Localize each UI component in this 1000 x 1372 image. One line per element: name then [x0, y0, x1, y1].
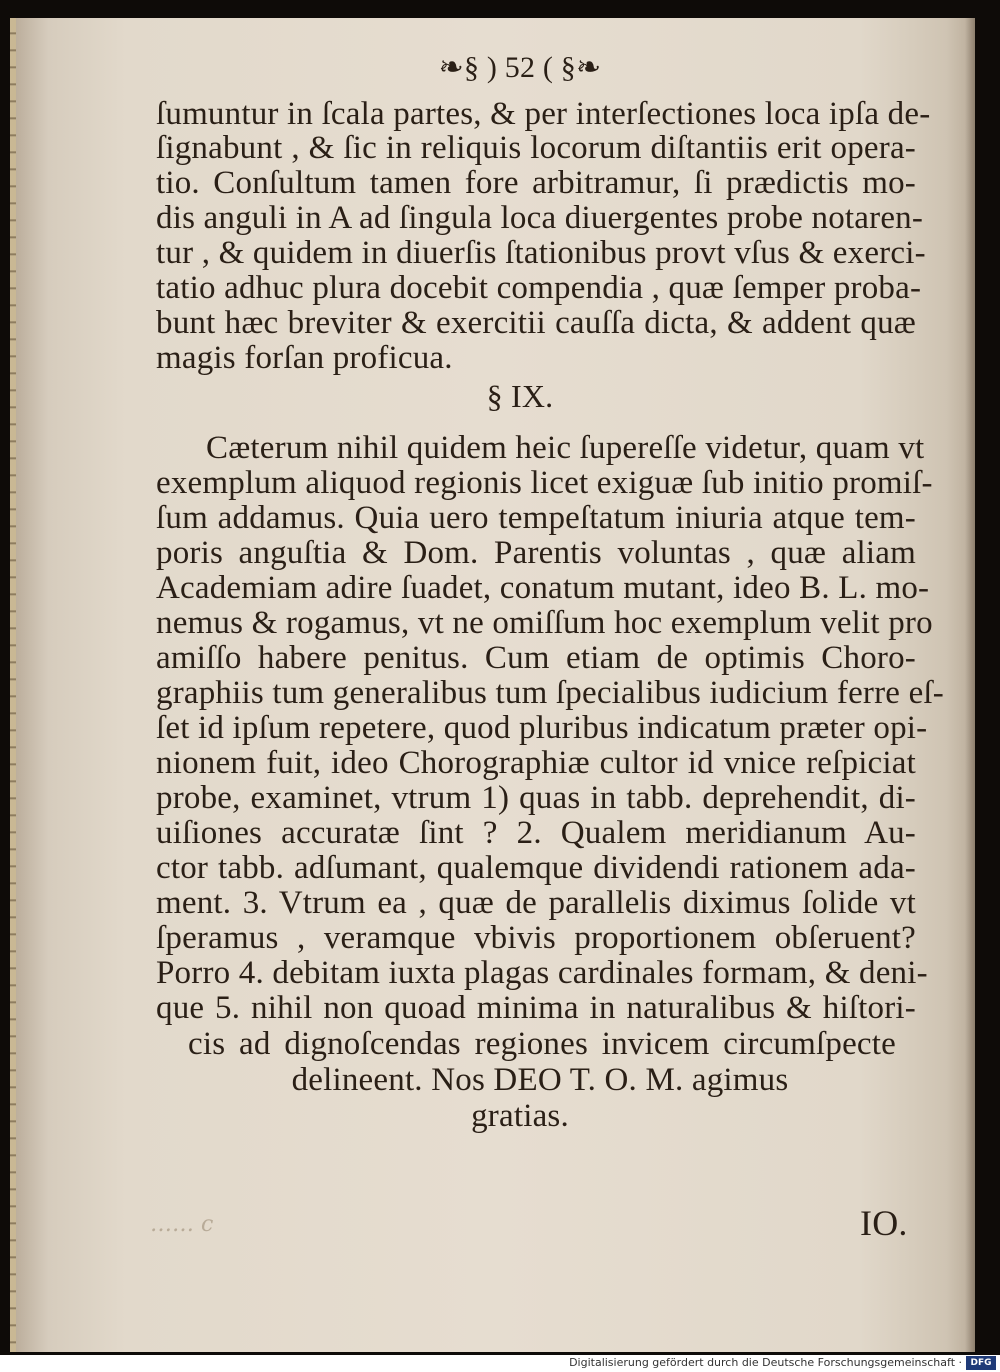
text-line: uiſiones accuratæ ſint ? 2. Qualem meridianum Au- — [156, 815, 916, 851]
text-line: gratias. — [471, 1098, 569, 1134]
text-line: ſperamus , veramque vbivis proportionem obſeruent? — [156, 920, 916, 956]
page-edge-shadow — [965, 18, 975, 1352]
text-line: ctor tabb. adſumant, qualemque dividendi rationem ada- — [156, 850, 916, 886]
text-line: bunt hæc breviter & exercitii cauſſa dicta, & addent quæ — [156, 305, 916, 341]
text-line: ſignabunt , & ſic in reliquis locorum diſtantiis erit opera- — [156, 130, 916, 166]
digitization-footer — [0, 1355, 1000, 1372]
text-line: Porro 4. debitam iuxta plagas cardinales formam, & deni- — [156, 955, 928, 991]
text-line: dis anguli in A ad ſingula loca diuergentes probe notaren- — [156, 200, 924, 236]
footer-credit: Digitalisierung gefördert durch die Deutsche Forschungsgemeinschaft · — [569, 1356, 962, 1369]
text-line: Cæterum nihil quidem heic ſupereſſe videtur, quam vt — [206, 430, 925, 466]
dfg-logo-icon[interactable]: DFG — [966, 1356, 996, 1370]
text-line: que 5. nihil non quoad minima in naturalibus & hiſtori- — [156, 990, 916, 1026]
text-line: tatio adhuc plura docebit compendia , quæ ſemper proba- — [156, 270, 922, 306]
text-line: tio. Conſultum tamen fore arbitramur, ſi prædictis mo- — [156, 165, 916, 201]
text-line: graphiis tum generalibus tum ſpecialibus iudicium ferre eſ- — [156, 675, 944, 711]
bleed-through-text: …… c — [150, 1212, 214, 1237]
text-line: amiſſo habere penitus. Cum etiam de optimis Choro- — [156, 640, 916, 676]
text-line: tur , & quidem in diuerſis ſtationibus provt vſus & exerci- — [156, 235, 926, 271]
text-line: poris anguſtia & Dom. Parentis voluntas , quæ aliam — [156, 535, 916, 571]
text-line: nemus & rogamus, vt ne omiſſum hoc exemplum velit pro — [156, 605, 933, 641]
text-line: nionem fuit, ideo Chorographiæ cultor id vnice reſpiciat — [156, 745, 916, 781]
text-line: ſet id ipſum repetere, quod pluribus indicatum præter opi- — [156, 710, 928, 746]
text-line: exemplum aliquod regionis licet exiguæ ſub initio promiſ- — [156, 465, 933, 501]
page-gutter-edge — [10, 18, 16, 1352]
text-line: ſum addamus. Quia uero tempeſtatum iniuria atque tem- — [156, 500, 916, 536]
text-line: ment. 3. Vtrum ea , quæ de parallelis diximus ſolide vt — [156, 885, 916, 921]
page-header-number: ❧§ ) 52 ( §❧ — [438, 51, 602, 84]
section-heading: § IX. — [486, 378, 554, 414]
text-line: magis forſan proficua. — [156, 340, 453, 376]
catchword: IO. — [860, 1203, 908, 1243]
text-line: cis ad dignoſcendas regiones invicem circumſpecte — [188, 1026, 896, 1062]
text-line: delineent. Nos DEO T. O. M. agimus — [291, 1062, 789, 1098]
text-line: probe, examinet, vtrum 1) quas in tabb. deprehendit, di- — [156, 780, 916, 816]
text-line: ſumuntur in ſcala partes, & per interſectiones loca ipſa de- — [156, 96, 931, 132]
text-line: Academiam adire ſuadet, conatum mutant, ideo B. L. mo- — [156, 570, 930, 606]
